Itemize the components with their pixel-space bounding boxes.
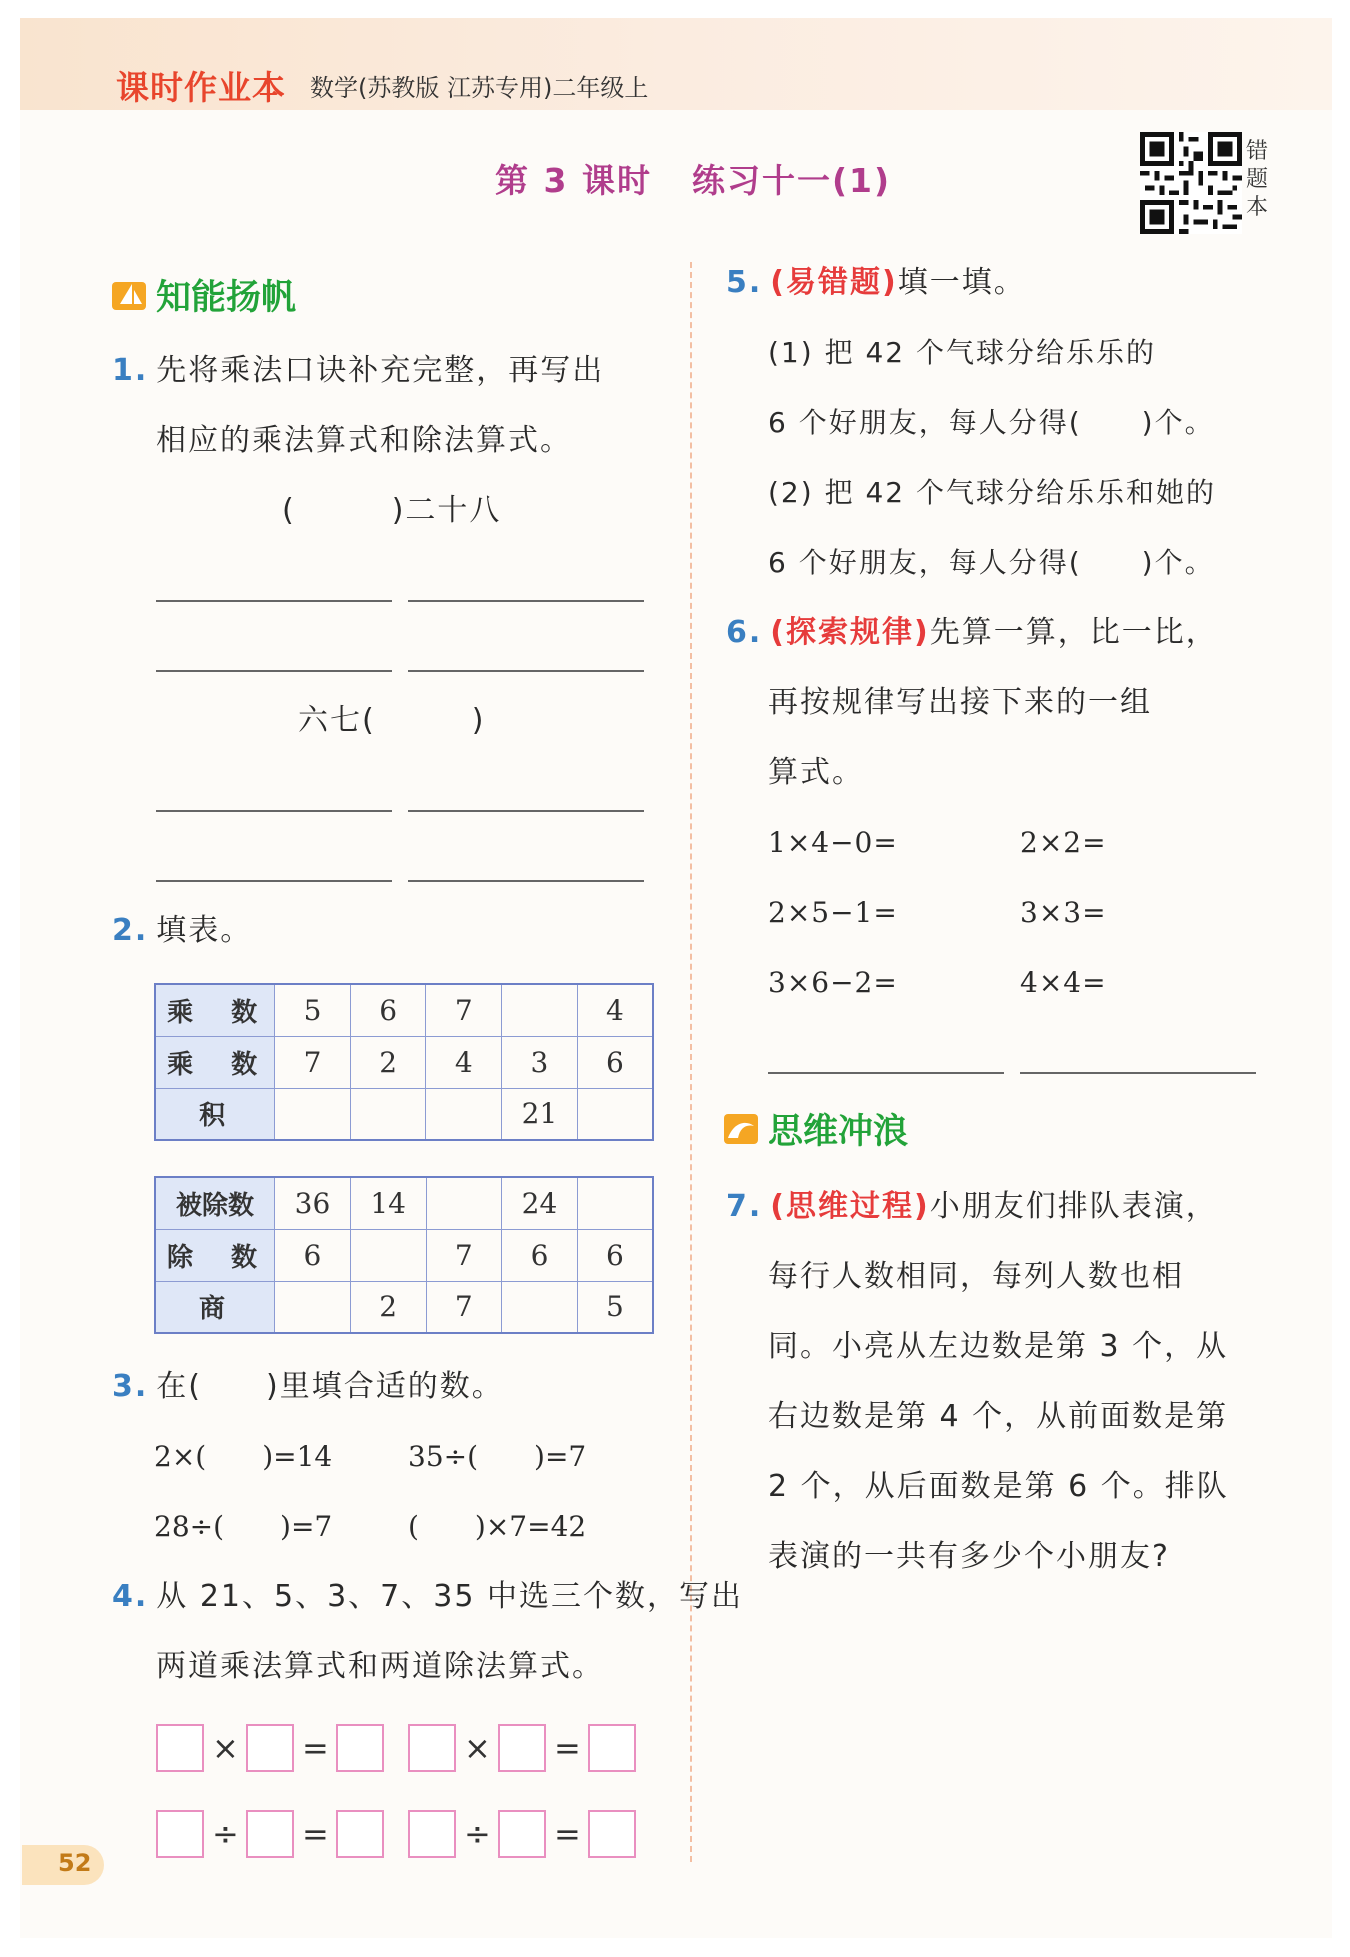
fill-equation-4[interactable]: ( )×7=42 [408,1510,587,1543]
table-row [155,1036,653,1088]
table-cell[interactable]: 14 [350,1177,426,1229]
row-header: 乘 数 [155,984,275,1036]
lesson-number: 第 3 课时 [495,161,652,200]
question-number: 5. [726,265,763,300]
fill-equation-1[interactable]: 2×( )=14 [154,1440,333,1473]
section-heading-advanced: 思维冲浪 [768,1112,909,1152]
table-cell[interactable] [502,984,578,1036]
pattern-b3[interactable]: 4×4= [1020,966,1107,999]
answer-box[interactable] [156,1724,204,1772]
table-cell[interactable] [426,1177,502,1229]
table-cell[interactable] [275,1088,351,1140]
lesson-title [495,155,891,202]
question-text: 从 21、5、3、7、35 中选三个数，写出 [156,1579,743,1614]
answer-box[interactable] [408,1724,456,1772]
question-3 [112,1352,504,1422]
equals-sign: = [302,1729,329,1767]
answer-line[interactable] [408,810,644,812]
answer-line[interactable] [156,670,392,672]
question-7-line4: 右边数是第 4 个，从前面数是第 [768,1399,1229,1434]
answer-box[interactable] [246,1810,294,1858]
question-text: 小朋友们排队表演， [929,1189,1218,1224]
table-cell[interactable]: 21 [502,1088,578,1140]
table-cell[interactable]: 7 [426,1281,502,1333]
table-cell[interactable]: 24 [502,1177,578,1229]
page-number: 52 [58,1849,92,1877]
table-cell[interactable] [577,1088,653,1140]
answer-line[interactable] [1020,1072,1256,1074]
row-header: 商 [155,1281,275,1333]
table-cell[interactable]: 4 [426,1036,502,1088]
row-header: 除 数 [155,1229,275,1281]
question-7 [726,1172,1218,1242]
answer-box[interactable] [336,1810,384,1858]
table-cell[interactable] [502,1281,578,1333]
question-2 [112,896,252,966]
table-row [155,984,653,1036]
answer-line[interactable] [156,880,392,882]
table-cell[interactable]: 2 [350,1281,426,1333]
row-header: 积 [155,1088,275,1140]
divide-sign: ÷ [212,1815,239,1853]
question-7-line3: 同。小亮从左边数是第 3 个，从 [768,1329,1229,1364]
pattern-a1[interactable]: 1×4−0= [768,826,898,859]
question-7-line6: 表演的一共有多少个小朋友? [768,1539,1170,1574]
fill-equation-3[interactable]: 28÷( )=7 [154,1510,333,1543]
answer-line[interactable] [156,600,392,602]
lesson-name: 练习十一(1) [691,161,892,200]
question-6 [726,598,1218,668]
times-sign: × [212,1729,239,1767]
question-text: 填表。 [156,913,253,948]
row-header: 乘 数 [155,1036,275,1088]
page-number-tab [22,1845,104,1885]
multiplication-table [154,983,654,1141]
pattern-b2[interactable]: 3×3= [1020,896,1107,929]
answer-box[interactable] [408,1810,456,1858]
table-cell[interactable]: 5 [275,984,351,1036]
question-text: 填一填。 [897,265,1026,300]
answer-line[interactable] [408,600,644,602]
equals-sign: = [554,1815,581,1853]
question-6-line3: 算式。 [768,755,864,790]
question-5-part1b[interactable]: 6 个好朋友，每人分得( )个。 [768,406,1215,439]
brand-title: 课时作业本 [116,68,286,107]
question-5-part2b[interactable]: 6 个好朋友，每人分得( )个。 [768,546,1215,579]
question-5-part1a: (1) 把 42 个气球分给乐乐的 [768,336,1156,369]
equals-sign: = [302,1815,329,1853]
section-heading-basic: 知能扬帆 [156,278,297,318]
table-cell[interactable]: 7 [426,984,502,1036]
question-number: 7. [726,1189,763,1224]
table-cell[interactable]: 6 [350,984,426,1036]
row-header: 被除数 [155,1177,275,1229]
table-cell[interactable]: 7 [426,1229,502,1281]
table-cell[interactable]: 2 [350,1036,426,1088]
fill-equation-2[interactable]: 35÷( )=7 [408,1440,587,1473]
table-cell[interactable] [426,1088,502,1140]
answer-line[interactable] [408,880,644,882]
table-cell[interactable]: 6 [502,1229,578,1281]
equals-sign: = [554,1729,581,1767]
question-4-line2: 两道乘法算式和两道除法算式。 [156,1649,604,1684]
table-cell[interactable]: 6 [275,1229,351,1281]
question-6-line2: 再按规律写出接下来的一组 [768,685,1152,720]
divide-sign: ÷ [464,1815,491,1853]
table-cell[interactable]: 7 [275,1036,351,1088]
table-row [155,1281,653,1333]
answer-box[interactable] [588,1810,636,1858]
question-number: 6. [726,615,763,650]
question-number: 1. [112,353,149,388]
question-text: 在( )里填合适的数。 [156,1369,504,1404]
table-cell[interactable] [577,1177,653,1229]
question-text: 先算一算，比一比， [929,615,1218,650]
table-row [155,1229,653,1281]
question-tag: (思维过程) [770,1189,930,1224]
pattern-a3[interactable]: 3×6−2= [768,966,898,999]
answer-line[interactable] [408,670,644,672]
answer-box[interactable] [498,1810,546,1858]
table-cell[interactable]: 36 [275,1177,351,1229]
answer-box[interactable] [588,1724,636,1772]
sail-icon [112,278,146,310]
table-cell[interactable] [350,1088,426,1140]
table-row [155,1088,653,1140]
pattern-a2[interactable]: 2×5−1= [768,896,898,929]
question-1 [112,336,604,406]
table-row [155,1177,653,1229]
table-cell[interactable]: 6 [577,1036,653,1088]
question-7-line5: 2 个，从后面数是第 6 个。排队 [768,1469,1229,1504]
question-5-part2a: (2) 把 42 个气球分给乐乐和她的 [768,476,1216,509]
division-table [154,1176,654,1334]
qr-label: 错题本 [1246,139,1269,220]
answer-box[interactable] [246,1724,294,1772]
answer-box[interactable] [156,1810,204,1858]
rhyme-blank-1: ( )二十八 [282,493,502,528]
pattern-b1[interactable]: 2×2= [1020,826,1107,859]
question-number: 2. [112,913,149,948]
answer-box[interactable] [498,1724,546,1772]
question-5 [726,248,1026,318]
table-cell[interactable]: 6 [577,1229,653,1281]
answer-line[interactable] [768,1072,1004,1074]
question-4 [112,1562,743,1632]
subject-label: 数学(苏教版 江苏专用)二年级上 [310,74,649,102]
table-cell[interactable]: 3 [502,1036,578,1088]
answer-line[interactable] [156,810,392,812]
question-text: 先将乘法口诀补充完整，再写出 [156,353,605,388]
question-number: 4. [112,1579,149,1614]
table-cell[interactable] [275,1281,351,1333]
times-sign: × [464,1729,491,1767]
table-cell[interactable] [350,1229,426,1281]
question-1-line2: 相应的乘法算式和除法算式。 [156,423,572,458]
answer-box[interactable] [336,1724,384,1772]
question-tag: (易错题) [770,265,898,300]
wave-icon [724,1112,758,1144]
table-cell[interactable]: 4 [577,984,653,1036]
question-tag: (探索规律) [770,615,930,650]
question-number: 3. [112,1369,149,1404]
rhyme-blank-2: 六七( ) [298,703,486,738]
question-7-line2: 每行人数相同，每列人数也相 [768,1259,1184,1294]
table-cell[interactable]: 5 [577,1281,653,1333]
qr-code-icon[interactable] [1140,132,1242,234]
